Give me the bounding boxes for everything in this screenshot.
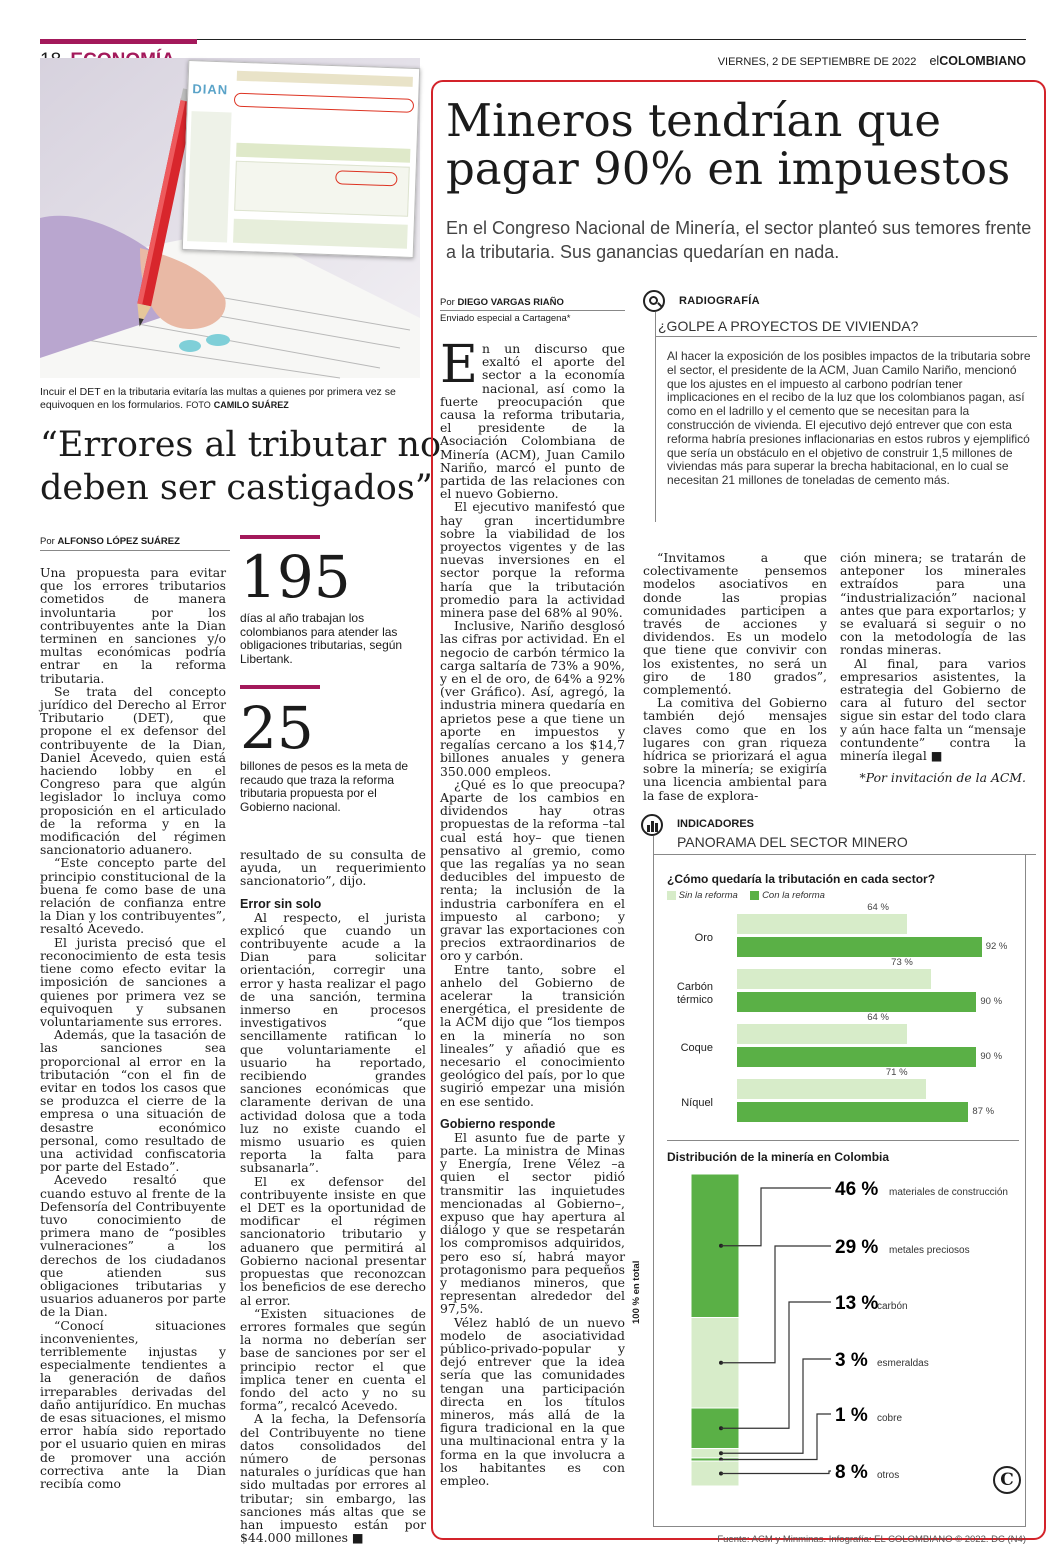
paragraph: Vélez habló de un nuevo modelo de asociatividad público-privado-popular y dejó entrever que la idea sería que las comunidades tengan una participación directa en los títulos mineros, más allá de la figura tradicional en la que una multinacional entra y la forma en la que involucra a los habitantes es con empleo. [440,1314,625,1489]
col3-first: ción minera; se tratarán de anteponer los minerales extraídos para una “industrialización” nacional antes que para exportarlos; y se evaluará si seguir o no con la metodología de las rondas mineras. [840,550,1026,658]
main-article-byline: Por DIEGO VARGAS RIAÑO Enviado especial a Cartagena* [440,297,625,324]
col3-second: Al final, para varios empresarios asistentes, la estrategia del Gobierno de cara al futuro del sector sigue sin estar del todo clara y aún hace falta un “mensaje contundente” contra la minería ilegal ■ [840,655,1026,764]
photo-screen-inset [182,60,420,258]
segment-category: metales preciosos [889,1245,970,1256]
issue-date: VIERNES, 2 DE SEPTIEMBRE DE 2022 [717,56,917,68]
chart2-title: Distribución de la minería en Colombia [667,1150,890,1164]
paragraph: Una propuesta para evitar que los errores tributarios cometidos de manera involuntaria por los contribuyentes ante la Dian terminen en sanciones y/o multas económicas podría entrar en la reforma tributaria. [40,565,226,686]
bar-value-label: 92 % [985,941,1008,952]
section-accent-bar [40,39,197,44]
left-article-title: “Errores al tributar no deben ser castigados” [40,425,442,508]
category-label: Coque [680,1042,713,1054]
main-article-title: Mineros tendrían que pagar 90% en impuestos [446,94,1011,195]
drop-cap: E [440,335,478,395]
col2-intro: resultado de su consulta de ayuda, un requerimiento sancionatorio”, dijo. [240,847,426,889]
radiografia-text: Al hacer la exposición de los posibles impactos de la tributaria sobre el sector, el presidente de la ACM, Juan Camilo Nariño, mencionó que los ajustes en el impuesto al carbono podrían tener implicaciones en el recibo de la luz que los colombianos pagan, así como en el ladrillo y el cemento que se necesitan para la construcción de vivienda. El ejecutivo dejó entrever que con esta reforma habría presiones inflacionarias en estos rubros y ejemplificó que sería un obstáculo en el objetivo de construir 1,5 millones de viviendas más para superar la brecha habitacional, en lo cual se necesitan 21 millones de toneladas de cemento más. [667,349,1031,488]
bar-value-label: 73 % [891,957,913,968]
paragraph: La comitiva del Gobierno también dejó mensajes claves como que en los lugares con gran riqueza hídrica se priorizará el agua sobre la minería; se exigiría una licencia ambiental para la fase de explora- [643,695,827,803]
segment-category: esmeraldas [877,1358,929,1369]
segment-category: carbón [877,1301,908,1312]
photo-caption: Incuir el DET en la tributaria evitaría las multas a quienes por primera vez se equivoquen en los formularios. FOTO CAMILO SUÁREZ [40,386,396,411]
paragraph: El asunto fue de parte y parte. La ministra de Minas y Energía, Irene Vélez –a quien el sector pidió transmitir las inquietudes mencionadas al Gobierno–, expuso que hay apertura al diálogo y que se respetarán los compromisos adquiridos, pero eso sí, habrá mayor protagonismo para pequeños y medianos mineros, que representan alrededor del 97,5%. [440,1129,625,1317]
radiografia-kicker: RADIOGRAFÍA [679,295,760,307]
stat-25-number: 25 [240,694,314,762]
infographic-source: Fuente: ACM y Minminas. Infografía: EL COLOMBIANO © 2022. DC (N4) [717,1534,1026,1545]
bar-value-label: 90 % [980,1051,1003,1062]
paragraph: El ex defensor del contribuyente insiste en que el DET es la oportunidad de modificar el régimen sancionatorio tributario y aduanero que permitirá al Gobierno nacional presentar propuestas que reconozcan los beneficios de ese derecho al error. [240,1173,426,1308]
segment-value: 13 % [835,1293,879,1314]
stat-195-text: días al año trabajan los colombianos para atender las obligaciones tributarias, según Libertank. [240,611,403,666]
article-photo [40,58,420,378]
paragraph: El jurista precisó que el reconocimiento de esta tesis tiene como efecto evitar la imposición de sanciones a quienes por primera vez se equivoquen y subsanen voluntariamente sus errores. [40,934,226,1029]
chart1-title: ¿Cómo quedaría la tributación en cada sector? [667,872,936,886]
paragraph: El ejecutivo manifestó que hay gran incertidumbre sobre la viabilidad de los proyectos vigentes y de las nuevas inversiones en el sector porque la reforma haría que la tributación promedio para la actividad minera pase del 68% al 90%. [440,499,625,621]
category-label: Oro [694,932,713,944]
photo-credit: CAMILO SUÁREZ [213,399,289,410]
paragraph: Acevedo resaltó que cuando estuvo al frente de la Defensoría del Contribuyente tuvo conocimiento de primera mano de “posibles vulneraciones” a los derechos de los ciudadanos que atienden sus obligaciones tributarias y usuarios aduaneros por parte de la Dian. [40,1172,226,1320]
bar-value-label: 64 % [867,1012,889,1023]
bar-value-label: 90 % [980,996,1003,1007]
segment-category: cobre [877,1413,903,1424]
category-label: Carbón térmico [676,981,713,1006]
segment-value: 1 % [835,1405,868,1426]
footnote: *Por invitación de la ACM. [859,770,1026,786]
segment-category: otros [877,1470,900,1481]
radiografia-title: ¿GOLPE A PROYECTOS DE VIVIENDA? [658,318,919,334]
stat-195-number: 195 [240,543,351,611]
paragraph: Inclusive, Nariño desglosó las cifras por actividad. En el negocio de carbón térmico la carga saltaría de 73% a 90%, y en el de oro, de 64% a 92% (ver Gráfico). Así, agregó, la industria minera quedaría en aprietos pese a que tiene un aporte en impuestos y regalías cercano a los $14,7 billones anuales y genera 350.000 empleos. [440,618,625,779]
left-article-column-2 [240,847,426,1546]
paragraph: Entre tanto, sobre el anhelo del Gobierno de acelerar la transición energética, el presidente de la ACM dijo que “los tiempos en la minería no son lineales” y añadió que es necesario el conocimiento geológico del país, por lo que sugirió empezar una misión en ese sentido. [440,961,625,1109]
magnifier-icon [643,290,665,312]
category-label: Níquel [681,1097,713,1109]
paragraph: Al respecto, el jurista explicó que cuando un contribuyente acude a la Dian para solicitar orientación, corregir una error y hasta realizar el pago de una sanción, termina inmerso en procesos investigativos “que sencillamente ratifican lo que voluntariamente el usuario ha reportado, recibiendo grandes sanciones económicas que claramente derivan de una actividad dolosa que a toda luz no existe cuando el mismo usuario es quien reporta la falta para subsanarla”. [240,909,426,1176]
paragraph: “Invitamos a que colectivamente pensemos modelos asociativos en donde las propias comunidades participen a través de acciones y dividendos. Es un modelo que tiene que convivir con los existentes, no será un giro de 180 grados”, complementó. [643,550,827,698]
segment-value: 3 % [835,1350,868,1371]
brand-logo: elCOLOMBIANO [929,54,1026,68]
paragraph: “Este concepto parte del principio constitucional de la buena fe como base de una relación de confianza entre la Dian y los contribuyentes”, resaltó Acevedo. [40,855,226,937]
radiografia-box [643,290,1037,520]
paragraph: ¿Qué es lo que preocupa? Aparte de los cambios en dividendos hay otras propuestas de la reforma –tal cual está hoy– que tienen pensativo al gremio, como que las regalías ya no sean deducibles del impuesto de renta; la inclusión de la industria carbonífera en el impuesto al carbono; y gravar las exportaciones con precios extraordinarios de oro y carbón. [440,776,625,964]
segment-value: 46 % [835,1179,879,1200]
main-article-column-3 [840,551,1026,791]
stat-25-text: billones de pesos es la meta de recaudo que traza la reforma tributaria propuesta por el Gobierno nacional. [240,759,409,814]
chart2-ylabel: 100 % en total [631,1260,642,1324]
distribucion-stacked-chart [641,814,1037,1534]
segment-category: materiales de construcción [889,1187,1008,1198]
indicadores-kicker: INDICADORES [677,818,755,830]
paragraph: Además, que la tasación de las sanciones sea proporcional al error en la tributación “con el fin de evitar en todos los casos que se produzca el cierre de la empresa o una situación de desastre económico personal, como resultado de una actividad confiscatoria por parte del Estado”. [40,1027,226,1175]
left-article-column-1 [40,566,226,1538]
legend-sin-reforma: Sin la reforma [678,890,738,901]
paragraph: “Conocí situaciones inconvenientes, terriblemente injustas y especialmente tendientes a la generación de daños irreparables derivadas del daño antijurídico. En muchas de esas situaciones, el mismo error había sido reportado por el usuario quien en miras de promover una acción correctiva ante la Dian recibía como [40,1317,226,1492]
segment-value: 29 % [835,1237,879,1258]
main-article-column-2 [643,550,827,803]
el-colombiano-logo: C [993,1466,1021,1494]
left-article-byline: Por ALFONSO LÓPEZ SUÁREZ [40,536,230,551]
paragraph: Se trata del concepto jurídico del Derecho al Error Tributario (DET), que propone el ex defensor del contribuyente de la Dian, Daniel Acevedo, quien está haciendo lobby en el Congreso para que algún legislador lo incluya como proposición en el articulado de la reforma y en la modificación del régimen sancionatorio aduanero. [40,683,226,858]
gobierno-responde-subhead: Gobierno responde [440,1116,556,1131]
indicadores-title: PANORAMA DEL SECTOR MINERO [677,834,908,850]
segment-value: 8 % [835,1462,868,1483]
screen-logo: DIAN [192,81,229,98]
legend-con-reforma: Con la reforma [762,890,825,901]
page-header-right [718,54,1026,68]
indicadores-box [631,814,1037,1534]
bar-value-label: 71 % [885,1067,908,1078]
main-article-subtitle: En el Congreso Nacional de Minería, el sector planteó sus temores frente a la tributaria. Sus ganancias quedarían en nada. [446,218,1032,262]
bar-value-label: 87 % [972,1106,995,1117]
paragraph: “Existen situaciones de errores formales que según la norma no deberían ser base de sanciones por ser el principio rector el que implica tener en cuenta el fondo del acto y no su forma”, recalcó Acevedo. [240,1305,426,1414]
col2-subhead: Error sin solo [240,896,322,911]
paragraph: A la fecha, la Defensoría del Contribuyente no tiene datos consolidados del número de personas naturales o jurídicas que han sido multadas por errores al tributar; sin embargo, las sanciones más altas que se han impuesto están por $44.000 millones ■ [240,1411,426,1546]
bar-value-label: 64 % [867,902,889,913]
main-article-column-1: En un discurso que exaltó el aporte del sector a la economía nacional, así como la fuerte preocupación que causa la reforma tributaria, el presidente de la Asociación Colombiana de Minería (ACM), Juan Camilo Nariño, marcó el punto de partida de las relaciones con el nuevo Gobierno. El ejecutivo manifestó que hay gran incertidumbre sobre la viabilidad de los proyectos vigentes y de las nuevas inversiones en el sector porque la reforma haría que la tributación promedio para la actividad minera pase del 68% al 90%. Inclusive, Nariño desglosó las cifras por actividad. En el negocio de carbón térmico la carga saltaría de 73% a 90%, y en el de oro, de 64% a 92% (ver Gráfico). Así, agregó, la industria minera quedaría en aprietos pese a que tiene un aporte en impuestos y regalías cercano a los $14,7 billones anuales y genera 350.000 empleos. ¿Qué es lo que preocupa? Aparte de los cambios en dividendos hay otras propuestas de la reforma –tal cual está hoy– que tienen pensativo al gremio, como que las regalías ya no sean deducibles del impuesto de renta; la inclusión de la industria carbonífera en el impuesto al carbono; y gravar las exportaciones con precios extraordinarios de oro y carbón. Entre tanto, sobre el anhelo del Gobierno de acelerar la transición energética, el presidente de la ACM dijo que “los tiempos en la minería no son lineales” y añadió que es necesario el conocimiento geológico del país, por lo que sugirió empezar una misión en ese sentido. Gobierno responde El asunto fue de parte y parte. La ministra de Minas y Energía, Irene Vélez –a quien el sector pidió transmitir las inquietudes mencionadas al Gobierno–, expuso que hay apertura al diálogo y que se respetarán los compromisos adquiridos, pero eso sí, habrá mayor protagonismo para pequeños y medianos mineros, que representan alrededor del 97,5%. Vélez habló de un nuevo modelo de asociatividad público-privado-popular y dejó entrever que la idea sería que las comunidades tengan una participación directa en los títulos mineros, más allá de la figura tradicional en la que una multinacional entra y la forma en la que involucra a los habitantes es con empleo. [440,335,625,1489]
